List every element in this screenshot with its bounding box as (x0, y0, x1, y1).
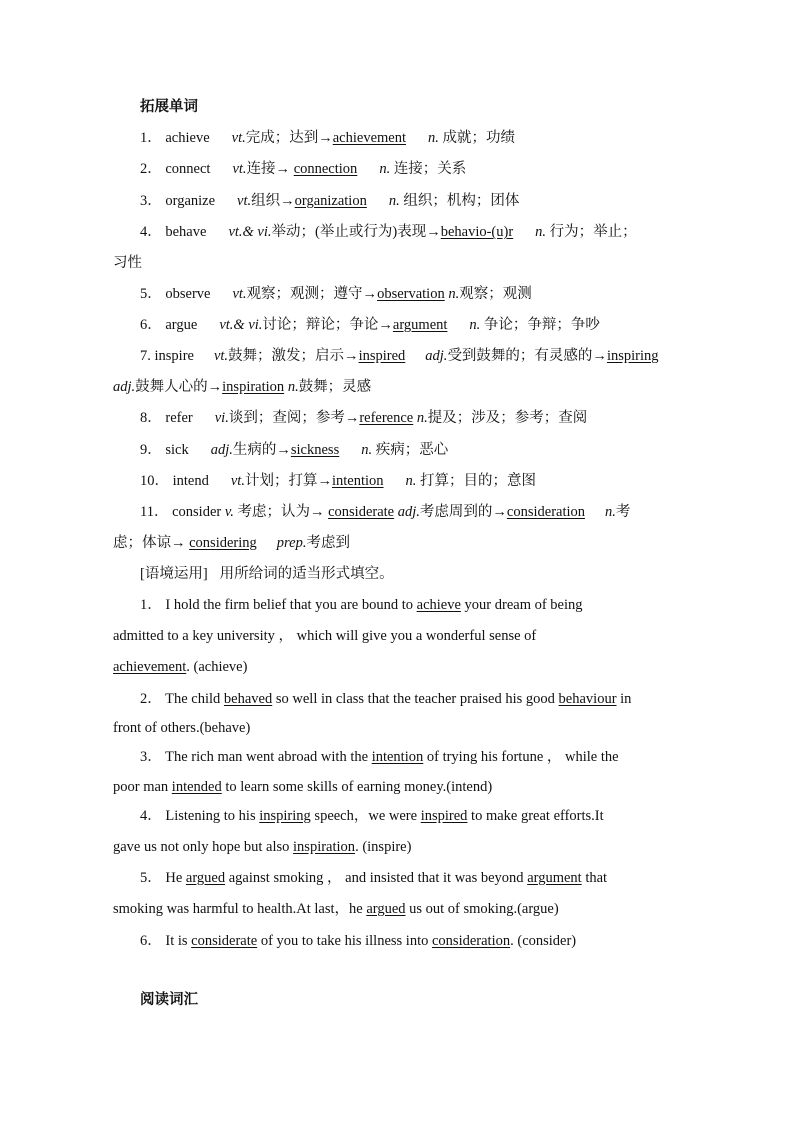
section-title: 拓展单词 (140, 99, 198, 115)
vocab-item-7: 7. inspire vt.鼓舞；激发；启示→inspired adj.受到鼓舞的；有灵感的→inspiring (140, 348, 659, 364)
answer-blank: intended (171, 779, 222, 795)
answer-blank: considering (189, 535, 257, 551)
answer-blank: intention (331, 473, 384, 489)
answer-blank: organization (294, 193, 367, 209)
vocab-item-11-cont: 虑；体谅→ considering prep.考虑到 (113, 535, 350, 551)
exercise-4-line-1: 4． Listening to his inspiring speech，we were inspired to make great efforts.It (140, 808, 604, 824)
exercise-5-line-1: 5． He argued against smoking ， and insisted that it was beyond argument that (140, 870, 608, 886)
answer-blank: achievement (332, 130, 407, 146)
answer-blank: reference (359, 410, 414, 426)
answer-blank: consideration (431, 933, 511, 949)
vocab-item-4: 4． behave vt.& vi.举动；(举止或行为)表现→behavio-(u)r n. 行为；举止； (140, 224, 637, 240)
vocab-item-11: 11． consider v. 考虑；认为→ considerate adj.考虑周到的→consideration n.考 (140, 504, 631, 520)
answer-blank: behaved (223, 691, 273, 707)
answer-blank: argued (185, 870, 226, 886)
answer-blank: connection (293, 161, 358, 177)
vocab-item-10: 10． intend vt.计划；打算→intention n. 打算；目的；意图 (140, 473, 537, 489)
answer-blank: inspiring (259, 808, 311, 824)
answer-blank: argument (527, 870, 582, 886)
vocab-item-6: 6． argue vt.& vi.讨论；辩论；争论→argument n. 争论；争辩；争吵 (140, 317, 600, 333)
answer-blank: inspiration (222, 379, 285, 395)
answer-blank: inspired (420, 808, 468, 824)
answer-blank: argument (392, 317, 448, 333)
exercise-1-line-2: admitted to a key university ， which will give you a wonderful sense of (113, 628, 537, 644)
answer-blank: sickness (290, 442, 340, 458)
exercise-5-line-2: smoking was harmful to health.At last，he argued us out of smoking.(argue) (113, 901, 559, 917)
answer-blank: behavio-(u)r (440, 224, 514, 240)
vocab-item-1: 1． achieve vt.完成；达到→achievement n. 成就；功绩 (140, 130, 516, 146)
vocab-item-8: 8． refer vi.谈到；查阅；参考→reference n.提及；涉及；参考；查阅 (140, 410, 588, 426)
answer-blank: behaviour (558, 691, 617, 707)
exercise-2-line-2: front of others.(behave) (113, 720, 251, 736)
exercise-6-line-1: 6． It is considerate of you to take his illness into consideration. (consider) (140, 933, 577, 949)
answer-blank: inspiration (293, 839, 356, 855)
context-instruction: [语境运用] 用所给词的适当形式填空。 (140, 566, 394, 582)
answer-blank: considerate (191, 933, 258, 949)
vocab-item-3: 3． organize vt.组织→organization n. 组织；机构；团体 (140, 193, 520, 209)
exercise-1-line-1: 1． I hold the firm belief that you are bound to achieve your dream of being (140, 597, 583, 613)
exercise-1-line-3: achievement. (achieve) (113, 659, 248, 675)
answer-blank: observation (377, 286, 445, 302)
answer-blank: intention (371, 749, 424, 765)
answer-blank: inspiring (606, 348, 659, 364)
answer-blank: achievement (113, 659, 187, 675)
answer-blank: achieve (416, 597, 461, 613)
answer-blank: argued (366, 901, 406, 917)
exercise-3-line-2: poor man intended to learn some skills of earning money.(intend) (113, 779, 493, 795)
vocab-item-2: 2． connect vt.连接→ connection n. 连接；关系 (140, 161, 467, 177)
vocab-item-5: 5． observe vt.观察；观测；遵守→observation n.观察；观测 (140, 286, 532, 302)
vocab-item-4-cont: 习性 (113, 255, 142, 271)
exercise-3-line-1: 3． The rich man went abroad with the intention of trying his fortune ， while the (140, 749, 619, 765)
vocab-item-7-cont: adj.鼓舞人心的→inspiration n.鼓舞；灵感 (113, 379, 372, 395)
exercise-4-line-2: gave us not only hope but also inspiration. (inspire) (113, 839, 412, 855)
exercise-2-line-1: 2． The child behaved so well in class that the teacher praised his good behaviour in (140, 691, 632, 707)
answer-blank: consideration (506, 504, 586, 520)
answer-blank: inspired (358, 348, 406, 364)
section2-title: 阅读词汇 (140, 992, 198, 1008)
answer-blank: considerate (328, 504, 395, 520)
vocab-item-9: 9． sick adj.生病的→sickness n. 疾病；恶心 (140, 442, 449, 458)
